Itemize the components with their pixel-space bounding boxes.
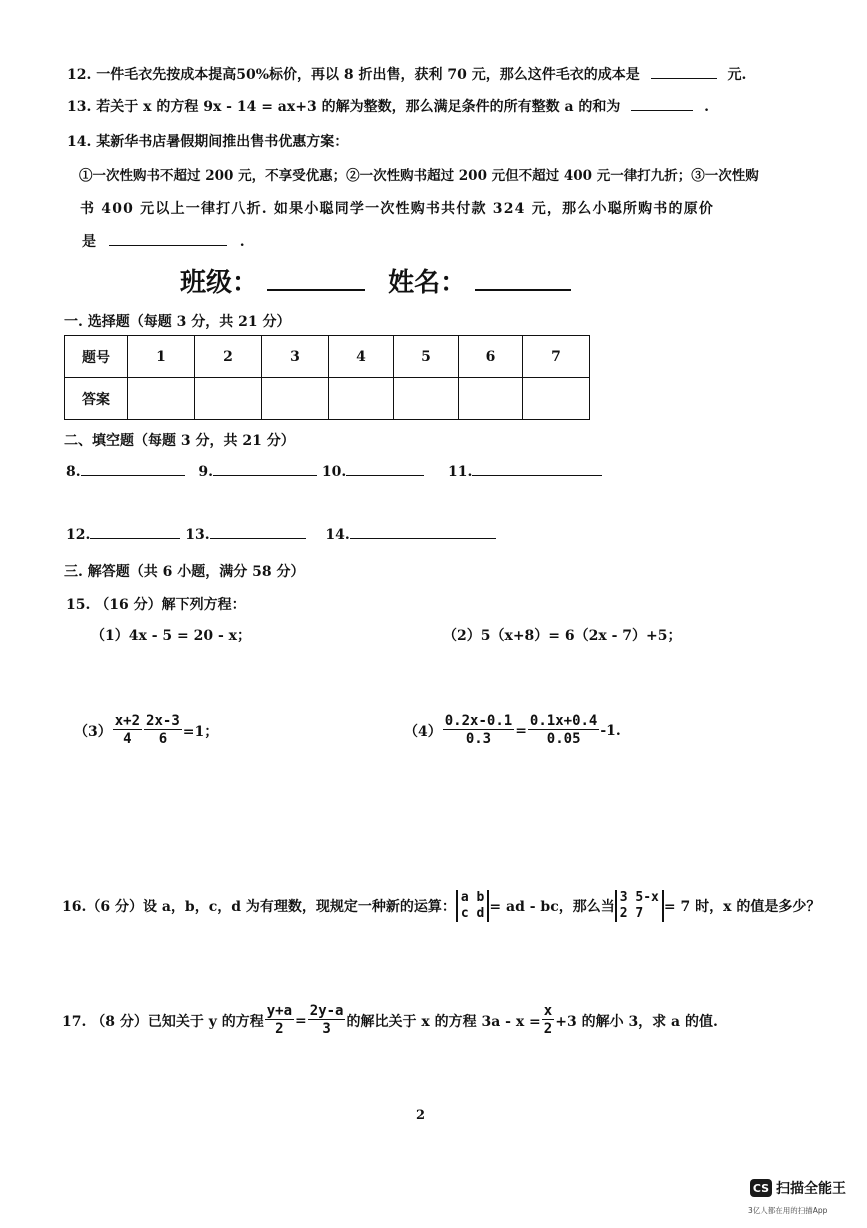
fraction <box>308 1003 346 1038</box>
blank-8[interactable] <box>81 475 185 476</box>
answer-cell[interactable] <box>459 378 523 420</box>
table-row <box>65 378 590 420</box>
question-number: 6 <box>459 336 523 378</box>
question-number: 2 <box>195 336 262 378</box>
page-number: 2 <box>416 1108 426 1123</box>
row-label-number: 题号 <box>65 336 128 378</box>
problem-12-text: 12. 一件毛衣先按成本提高50%标价，再以 8 折出售，获利 70 元，那么这件毛衣的成本是 <box>67 67 640 83</box>
answer-blank <box>631 110 693 111</box>
answer-cell[interactable] <box>262 378 329 420</box>
determinant-numeric <box>615 890 664 922</box>
problem-14-line3 <box>82 231 245 251</box>
blank-9[interactable] <box>213 475 317 476</box>
denominator: 3 <box>322 1021 331 1037</box>
blank-10[interactable] <box>346 475 424 476</box>
fraction <box>443 713 514 748</box>
det-row-1: 3 5-x <box>619 890 659 905</box>
fraction <box>113 713 142 748</box>
blank-13[interactable] <box>210 538 306 539</box>
blank-label-12: 12. <box>66 527 91 543</box>
numerator: x <box>543 1003 553 1019</box>
problem-12 <box>67 64 746 84</box>
question-16-text-b: = ad - bc，那么当 <box>489 899 615 915</box>
question-17-text-c: +3 的解小 3，求 a 的值. <box>555 1013 718 1030</box>
blank-label-8: 8. <box>66 464 81 480</box>
part-4-tail: -1. <box>600 722 621 739</box>
question-number: 7 <box>523 336 590 378</box>
table-row <box>65 336 590 378</box>
camscanner-logo-icon: CS <box>750 1179 772 1197</box>
answer-cell[interactable] <box>523 378 590 420</box>
scanner-watermark <box>750 1178 846 1198</box>
question-number: 5 <box>394 336 459 378</box>
question-15-part-4 <box>404 713 621 748</box>
blank-label-11: 11. <box>447 464 473 480</box>
blank-label-9: 9. <box>198 464 213 480</box>
blank-label-13: 13. <box>185 527 210 543</box>
problem-12-unit: 元. <box>727 67 747 83</box>
denominator: 0.3 <box>465 731 492 747</box>
app-name: 扫描全能王 <box>776 1181 846 1197</box>
question-number: 4 <box>329 336 394 378</box>
question-15-part-2: （2）5（x+8）= 6（2x - 7）+5； <box>443 628 682 644</box>
question-number: 1 <box>128 336 195 378</box>
answer-cell[interactable] <box>195 378 262 420</box>
problem-13-text: 13. 若关于 x 的方程 9x - 14 = ax+3 的解为整数，那么满足条件的所有整数 a 的和为 <box>67 99 621 115</box>
numerator: 2x-3 <box>146 713 180 729</box>
fraction <box>144 713 182 748</box>
blank-label-10: 10. <box>321 464 347 480</box>
class-blank <box>267 289 365 291</box>
problem-13-tail: . <box>704 99 710 115</box>
answer-blank <box>651 78 717 79</box>
answer-table <box>64 335 590 420</box>
equals-sign: = <box>515 722 527 739</box>
answer-cell[interactable] <box>329 378 394 420</box>
part-3-label: （3） <box>74 723 112 740</box>
numerator: 0.1x+0.4 <box>529 713 598 729</box>
blank-label-14: 14. <box>325 527 350 543</box>
denominator: 6 <box>158 731 168 747</box>
student-info-header <box>180 262 571 299</box>
section-1-title: 一. 选择题（每题 3 分，共 21 分） <box>64 314 291 330</box>
numerator: y+a <box>266 1003 293 1019</box>
question-17-text-b: 的解比关于 x 的方程 3a - x = <box>346 1013 541 1030</box>
fraction <box>528 713 599 748</box>
question-16 <box>62 890 820 922</box>
blank-11[interactable] <box>472 475 602 476</box>
fill-blanks-row-1 <box>66 464 602 480</box>
name-blank <box>475 289 571 291</box>
question-16-text-c: = 7 时，x 的值是多少？ <box>663 899 821 915</box>
question-15-part-3 <box>74 713 218 748</box>
answer-cell[interactable] <box>394 378 459 420</box>
det-row-2: c d <box>460 906 485 921</box>
denominator: 4 <box>123 731 132 747</box>
blank-12[interactable] <box>90 538 180 539</box>
app-tagline: 3亿人都在用的扫描App <box>748 1206 828 1215</box>
fill-blanks-row-2 <box>66 527 496 543</box>
row-label-answer: 答案 <box>65 378 128 420</box>
question-15-title: 15. （16 分）解下列方程： <box>66 597 246 613</box>
numerator: x+2 <box>114 713 141 729</box>
problem-14-line2: 书 400 元以上一律打八折. 如果小聪同学一次性购书共付款 324 元，那么小聪所购书的原价 <box>80 201 715 217</box>
numerator: 2y-a <box>309 1003 344 1019</box>
problem-13 <box>67 96 709 116</box>
answer-blank <box>109 245 227 246</box>
denominator: 2 <box>543 1021 553 1037</box>
det-row-2: 2 7 <box>619 906 644 921</box>
problem-14-tail: . <box>239 234 245 250</box>
denominator: 2 <box>275 1021 284 1037</box>
section-2-title: 二、填空题（每题 3 分，共 21 分） <box>64 433 295 449</box>
numerator: 0.2x-0.1 <box>444 713 513 729</box>
question-17 <box>62 1003 718 1038</box>
answer-cell[interactable] <box>128 378 195 420</box>
problem-14-line3-text: 是 <box>82 234 96 250</box>
question-15-part-1: （1）4x - 5 = 20 - x； <box>91 628 251 644</box>
fraction <box>542 1003 554 1038</box>
determinant-abcd <box>456 890 489 922</box>
equals-sign: = <box>295 1012 307 1029</box>
section-3-title: 三. 解答题（共 6 小题，满分 58 分） <box>64 564 305 580</box>
question-16-text-a: 16.（6 分）设 a，b，c，d 为有理数，现规定一种新的运算： <box>62 899 456 915</box>
problem-14-line1: ①一次性购书不超过 200 元，不享受优惠；②一次性购书超过 200 元但不超过 400 元一律打九折；③一次性购 <box>79 168 759 184</box>
problem-14-title: 14. 某新华书店暑假期间推出售书优惠方案： <box>67 134 349 150</box>
class-label: 班级： <box>180 268 259 298</box>
name-label: 姓名： <box>388 268 467 298</box>
part-3-tail: =1； <box>182 723 219 740</box>
det-row-1: a b <box>460 890 485 905</box>
denominator: 0.05 <box>546 731 581 747</box>
part-4-label: （4） <box>404 723 442 740</box>
question-17-text-a: 17. （8 分）已知关于 y 的方程 <box>62 1013 264 1030</box>
fraction <box>265 1003 294 1038</box>
blank-14[interactable] <box>350 538 496 539</box>
question-number: 3 <box>262 336 329 378</box>
